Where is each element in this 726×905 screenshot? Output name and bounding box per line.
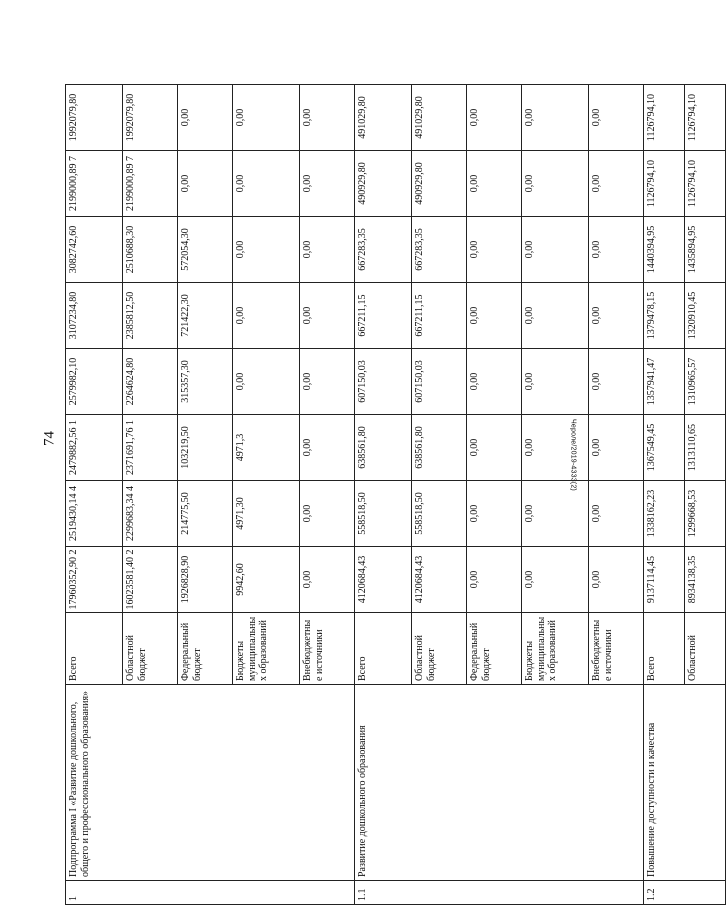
value-cell: 1435894,95 [685, 217, 726, 283]
value-cell: 0,00 [589, 415, 644, 481]
value-cell: 1440394,95 [644, 217, 685, 283]
value-cell: 17960352,90 2 [66, 547, 123, 613]
source-cell: Областной бюджет [123, 613, 178, 685]
value-cell: 0,00 [300, 415, 355, 481]
value-cell: 1338162,23 [644, 481, 685, 547]
value-cell: 0,00 [233, 85, 300, 151]
value-cell: 1367549,45 [644, 415, 685, 481]
value-cell: 0,00 [300, 283, 355, 349]
value-cell: 1313110,65 [685, 415, 726, 481]
value-cell: 4120684,43 [355, 547, 412, 613]
value-cell: 667283,35 [412, 217, 467, 283]
value-cell: 558518,50 [355, 481, 412, 547]
value-cell: 2299683,34 4 [123, 481, 178, 547]
value-cell: 0,00 [300, 85, 355, 151]
row-index: 1 [66, 881, 355, 905]
value-cell: 0,00 [589, 283, 644, 349]
value-cell: 0,00 [522, 349, 589, 415]
value-cell: 4971,3 [233, 415, 300, 481]
value-cell: 638561,80 [412, 415, 467, 481]
value-cell: 0,00 [589, 547, 644, 613]
budget-table [65, 84, 726, 905]
value-cell: 1299668,53 [685, 481, 726, 547]
value-cell: 3082742,60 [66, 217, 123, 283]
value-cell: 0,00 [522, 151, 589, 217]
value-cell: 1126794,10 [685, 85, 726, 151]
source-cell: Всего [355, 613, 412, 685]
value-cell: 1992079,80 [123, 85, 178, 151]
page-number: 74 [41, 431, 58, 446]
source-cell: Областной бюджет [412, 613, 467, 685]
value-cell: 572054,30 [178, 217, 233, 283]
source-cell: Бюджеты муниципальны х образований [233, 613, 300, 685]
value-cell: 9137114,45 [644, 547, 685, 613]
value-cell: 0,00 [467, 217, 522, 283]
value-cell: 0,00 [589, 217, 644, 283]
source-cell: Федеральный бюджет [467, 613, 522, 685]
source-cell: Всего [66, 613, 123, 685]
value-cell: 667283,35 [355, 217, 412, 283]
value-cell: 4971,30 [233, 481, 300, 547]
row-name: Повышение доступности и качества [644, 685, 726, 881]
source-cell: Федеральный бюджет [178, 613, 233, 685]
value-cell: 214775,50 [178, 481, 233, 547]
value-cell: 490929,80 [412, 151, 467, 217]
value-cell: 667211,15 [355, 283, 412, 349]
value-cell: 16023581,40 2 [123, 547, 178, 613]
value-cell: 607150,03 [412, 349, 467, 415]
value-cell: 558518,50 [412, 481, 467, 547]
value-cell: 2479882,56 1 [66, 415, 123, 481]
value-cell: 0,00 [233, 217, 300, 283]
value-cell: 0,00 [589, 151, 644, 217]
value-cell: 315357,30 [178, 349, 233, 415]
table-row [644, 85, 685, 905]
value-cell: 1126794,10 [685, 151, 726, 217]
value-cell: 721422,30 [178, 283, 233, 349]
value-cell: 0,00 [300, 217, 355, 283]
source-cell: Всего [644, 613, 685, 685]
value-cell: 0,00 [467, 85, 522, 151]
value-cell: 2264624,80 [123, 349, 178, 415]
value-cell: 1357941,47 [644, 349, 685, 415]
value-cell: 0,00 [522, 547, 589, 613]
row-name: Подпрограмма I «Развитие дошкольного, общего и профессионального образования» [66, 685, 355, 881]
value-cell: 2199000,89 7 [123, 151, 178, 217]
value-cell: 0,00 [589, 85, 644, 151]
value-cell: 1379478,15 [644, 283, 685, 349]
value-cell: 1126794,10 [644, 85, 685, 151]
value-cell: 0,00 [467, 415, 522, 481]
value-cell: 0,00 [233, 283, 300, 349]
value-cell: 0,00 [522, 283, 589, 349]
value-cell: 1320910,45 [685, 283, 726, 349]
value-cell: 0,00 [178, 85, 233, 151]
value-cell: 1126794,10 [644, 151, 685, 217]
table-row [66, 85, 123, 905]
value-cell: 0,00 [300, 151, 355, 217]
value-cell: 0,00 [467, 481, 522, 547]
value-cell: 0,00 [522, 85, 589, 151]
value-cell: 0,00 [522, 415, 589, 481]
table-row [355, 85, 412, 905]
source-cell: Бюджеты муниципальны х образований [522, 613, 589, 685]
value-cell: 2579982,10 [66, 349, 123, 415]
value-cell: 0,00 [467, 349, 522, 415]
value-cell: 0,00 [300, 547, 355, 613]
value-cell: 0,00 [233, 349, 300, 415]
value-cell: 0,00 [300, 349, 355, 415]
value-cell: 0,00 [522, 217, 589, 283]
value-cell: 4120684,43 [412, 547, 467, 613]
value-cell: 0,00 [300, 481, 355, 547]
value-cell: 8934138,35 [685, 547, 726, 613]
source-cell: Внебюджетные источники [300, 613, 355, 685]
value-cell: 9942,60 [233, 547, 300, 613]
value-cell: 0,00 [522, 481, 589, 547]
value-cell: 0,00 [233, 151, 300, 217]
value-cell: 2371691,76 1 [123, 415, 178, 481]
row-name: Развитие дошкольного образования [355, 685, 644, 881]
value-cell: 103219,50 [178, 415, 233, 481]
source-cell: Областной [685, 613, 726, 685]
row-index: 1.2 [644, 881, 726, 905]
value-cell: 0,00 [178, 151, 233, 217]
value-cell: 0,00 [467, 151, 522, 217]
value-cell: 2519430,14 4 [66, 481, 123, 547]
value-cell: 2385812,50 [123, 283, 178, 349]
value-cell: 491029,80 [355, 85, 412, 151]
value-cell: 1310965,57 [685, 349, 726, 415]
row-index: 1.1 [355, 881, 644, 905]
value-cell: 0,00 [589, 481, 644, 547]
value-cell: 490929,80 [355, 151, 412, 217]
value-cell: 0,00 [589, 349, 644, 415]
value-cell: 638561,80 [355, 415, 412, 481]
value-cell: 2510688,30 [123, 217, 178, 283]
value-cell: 607150,03 [355, 349, 412, 415]
source-cell: Внебюджетные источники [589, 613, 644, 685]
value-cell: 1992079,80 [66, 85, 123, 151]
value-cell: 1926828,90 [178, 547, 233, 613]
value-cell: 667211,15 [412, 283, 467, 349]
value-cell: 3107234,80 [66, 283, 123, 349]
value-cell: 0,00 [467, 283, 522, 349]
value-cell: 0,00 [467, 547, 522, 613]
value-cell: 491029,80 [412, 85, 467, 151]
value-cell: 2199000,89 7 [66, 151, 123, 217]
document-stamp: Чероле/2019-4333(2) [569, 419, 577, 491]
